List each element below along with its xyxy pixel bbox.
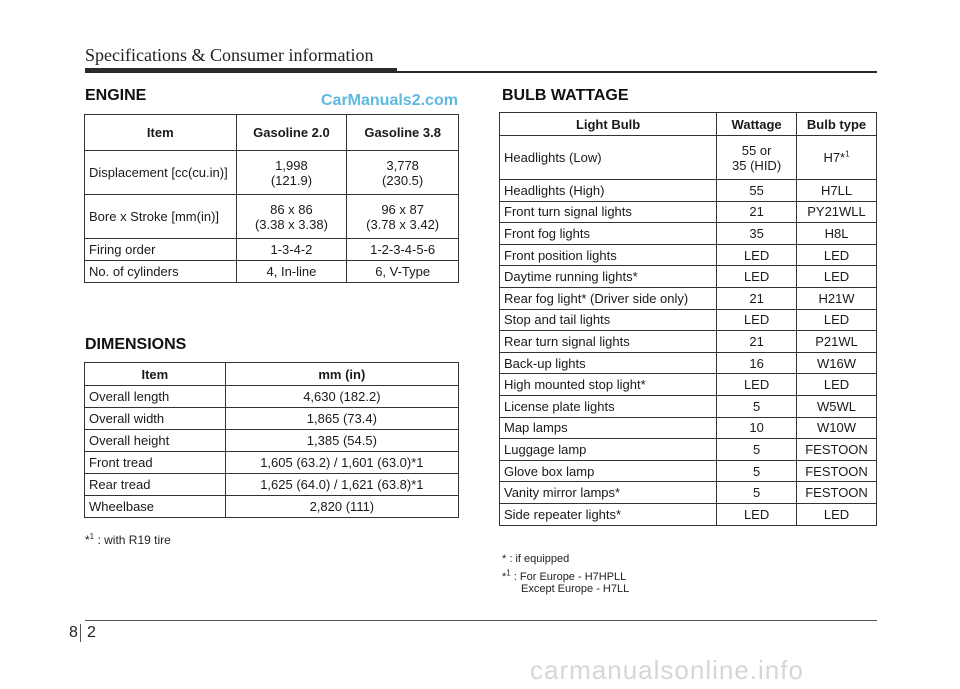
table-row bbox=[500, 417, 877, 439]
row-label-cell: Bore x Stroke [mm(in)] bbox=[85, 195, 237, 239]
value-cell: 55 bbox=[717, 180, 797, 202]
value-cell: 86 x 86 (3.38 x 3.38) bbox=[236, 195, 347, 239]
value-cell: LED bbox=[797, 374, 877, 396]
page-number-page: 2 bbox=[87, 624, 96, 641]
value-cell: 21 bbox=[717, 331, 797, 353]
row-label-cell: Rear tread bbox=[85, 474, 226, 496]
value-cell: H8L bbox=[797, 223, 877, 245]
dimensions-footnote bbox=[85, 533, 171, 547]
engine-table bbox=[84, 114, 459, 283]
value-cell: LED bbox=[717, 244, 797, 266]
table-row bbox=[500, 287, 877, 309]
footer-rule bbox=[85, 620, 877, 621]
value-cell: W10W bbox=[797, 417, 877, 439]
row-label-cell: Front tread bbox=[85, 452, 226, 474]
bulb-footnote-equipped: * : if equipped bbox=[502, 553, 570, 565]
value-cell: LED bbox=[797, 244, 877, 266]
table-row bbox=[500, 309, 877, 331]
value-cell: FESTOON bbox=[797, 439, 877, 461]
column-header: Item bbox=[85, 115, 237, 151]
table-row bbox=[500, 266, 877, 288]
value-cell: 5 bbox=[717, 482, 797, 504]
value-cell: P21WL bbox=[797, 331, 877, 353]
dimensions-table bbox=[84, 362, 459, 518]
value-cell: 4,630 (182.2) bbox=[225, 386, 458, 408]
row-label-cell: Overall width bbox=[85, 408, 226, 430]
footnote-line-1: : For Europe - H7HPLL bbox=[510, 571, 627, 583]
table-row bbox=[500, 201, 877, 223]
table-row bbox=[500, 244, 877, 266]
column-header: Bulb type bbox=[797, 113, 877, 136]
value-cell: W16W bbox=[797, 352, 877, 374]
value-cell: PY21WLL bbox=[797, 201, 877, 223]
value-cell: 1-2-3-4-5-6 bbox=[347, 239, 459, 261]
row-label-cell: Displacement [cc(cu.in)] bbox=[85, 151, 237, 195]
table-row bbox=[85, 239, 459, 261]
value-cell: 16 bbox=[717, 352, 797, 374]
row-label-cell: License plate lights bbox=[500, 395, 717, 417]
value-cell: 1-3-4-2 bbox=[236, 239, 347, 261]
table-row bbox=[85, 261, 459, 283]
table-row bbox=[500, 460, 877, 482]
value-cell: 5 bbox=[717, 439, 797, 461]
value-cell: 1,625 (64.0) / 1,621 (63.8)*1 bbox=[225, 474, 458, 496]
column-header: mm (in) bbox=[225, 363, 458, 386]
value-cell: 4, In-line bbox=[236, 261, 347, 283]
value-cell: LED bbox=[797, 266, 877, 288]
footnote-text: : with R19 tire bbox=[94, 533, 171, 547]
row-label-cell: Glove box lamp bbox=[500, 460, 717, 482]
row-label-cell: Map lamps bbox=[500, 417, 717, 439]
value-cell: H21W bbox=[797, 287, 877, 309]
engine-heading: ENGINE bbox=[85, 87, 147, 104]
column-header: Gasoline 3.8 bbox=[347, 115, 459, 151]
bulb-header-row bbox=[500, 113, 877, 136]
row-label-cell: Front fog lights bbox=[500, 223, 717, 245]
footnote-sup: 1 bbox=[506, 568, 511, 578]
table-row bbox=[500, 439, 877, 461]
dimensions-heading: DIMENSIONS bbox=[85, 336, 187, 353]
column-header: Gasoline 2.0 bbox=[236, 115, 347, 151]
dimensions-header-row bbox=[85, 363, 459, 386]
value-cell: H7LL bbox=[797, 180, 877, 202]
table-row bbox=[85, 151, 459, 195]
value-cell: 1,865 (73.4) bbox=[225, 408, 458, 430]
row-label-cell: Wheelbase bbox=[85, 496, 226, 518]
footnote-sup: 1 bbox=[845, 149, 850, 159]
value-cell: LED bbox=[717, 503, 797, 525]
footer-divider bbox=[80, 624, 81, 642]
value-cell: LED bbox=[717, 309, 797, 331]
bulb-footnote-h7 bbox=[502, 568, 630, 595]
value-cell: 21 bbox=[717, 287, 797, 309]
footnote-mark: * bbox=[85, 533, 90, 547]
header-rule bbox=[397, 71, 877, 73]
row-label-cell: Back-up lights bbox=[500, 352, 717, 374]
table-row bbox=[500, 482, 877, 504]
value-cell: FESTOON bbox=[797, 482, 877, 504]
value-cell: LED bbox=[797, 503, 877, 525]
column-header: Wattage bbox=[717, 113, 797, 136]
value-cell: W5WL bbox=[797, 395, 877, 417]
value-cell: 35 bbox=[717, 223, 797, 245]
value-cell: 3,778 (230.5) bbox=[347, 151, 459, 195]
row-label-cell: Front turn signal lights bbox=[500, 201, 717, 223]
table-row bbox=[500, 374, 877, 396]
footnote-line-2: Except Europe - H7LL bbox=[521, 583, 630, 595]
row-label-cell: Overall length bbox=[85, 386, 226, 408]
row-label-cell: Headlights (Low) bbox=[500, 136, 717, 180]
value-cell: FESTOON bbox=[797, 460, 877, 482]
value-cell: LED bbox=[717, 266, 797, 288]
table-row bbox=[85, 496, 459, 518]
value-cell: 5 bbox=[717, 460, 797, 482]
table-row bbox=[85, 474, 459, 496]
table-row bbox=[85, 195, 459, 239]
page-number-chapter: 8 bbox=[69, 624, 78, 641]
row-label-cell: Headlights (High) bbox=[500, 180, 717, 202]
engine-header-row bbox=[85, 115, 459, 151]
bulb-wattage-table bbox=[499, 112, 877, 526]
bulb-heading: BULB WATTAGE bbox=[502, 87, 629, 104]
footer-watermark: carmanualsonline.info bbox=[530, 655, 804, 685]
header-bar bbox=[85, 68, 397, 73]
watermark-link[interactable]: CarManuals2.com bbox=[321, 92, 458, 109]
footnote-sup: 1 bbox=[89, 532, 95, 541]
value-cell: H7*$^1$ bbox=[797, 136, 877, 180]
footnote-mark: * bbox=[502, 571, 507, 583]
value-cell: 1,385 (54.5) bbox=[225, 430, 458, 452]
row-label-cell: Firing order bbox=[85, 239, 237, 261]
value-cell: 6, V-Type bbox=[347, 261, 459, 283]
row-label-cell: No. of cylinders bbox=[85, 261, 237, 283]
table-row bbox=[500, 352, 877, 374]
row-label-cell: Luggage lamp bbox=[500, 439, 717, 461]
table-row bbox=[500, 223, 877, 245]
row-label-cell: High mounted stop light* bbox=[500, 374, 717, 396]
value-cell: 5 bbox=[717, 395, 797, 417]
table-row bbox=[85, 452, 459, 474]
column-header: Light Bulb bbox=[500, 113, 717, 136]
page-header-title: Specifications & Consumer information bbox=[85, 45, 374, 65]
table-row bbox=[500, 503, 877, 525]
row-label-cell: Rear turn signal lights bbox=[500, 331, 717, 353]
value-cell: 55 or 35 (HID) bbox=[717, 136, 797, 180]
row-label-cell: Side repeater lights* bbox=[500, 503, 717, 525]
value-cell: 1,605 (63.2) / 1,601 (63.0)*1 bbox=[225, 452, 458, 474]
value-cell: LED bbox=[717, 374, 797, 396]
table-row bbox=[500, 395, 877, 417]
table-row bbox=[85, 408, 459, 430]
value-cell: 1,998 (121.9) bbox=[236, 151, 347, 195]
column-header: Item bbox=[85, 363, 226, 386]
table-row bbox=[500, 180, 877, 202]
value-cell: LED bbox=[797, 309, 877, 331]
row-label-cell: Overall height bbox=[85, 430, 226, 452]
value-cell: 2,820 (111) bbox=[225, 496, 458, 518]
row-label-cell: Vanity mirror lamps* bbox=[500, 482, 717, 504]
table-row bbox=[500, 331, 877, 353]
table-row bbox=[85, 386, 459, 408]
value-cell: 10 bbox=[717, 417, 797, 439]
row-label-cell: Stop and tail lights bbox=[500, 309, 717, 331]
table-row bbox=[500, 136, 877, 180]
value-cell: 96 x 87 (3.78 x 3.42) bbox=[347, 195, 459, 239]
row-label-cell: Front position lights bbox=[500, 244, 717, 266]
table-row bbox=[85, 430, 459, 452]
row-label-cell: Rear fog light* (Driver side only) bbox=[500, 287, 717, 309]
row-label-cell: Daytime running lights* bbox=[500, 266, 717, 288]
value-cell: 21 bbox=[717, 201, 797, 223]
